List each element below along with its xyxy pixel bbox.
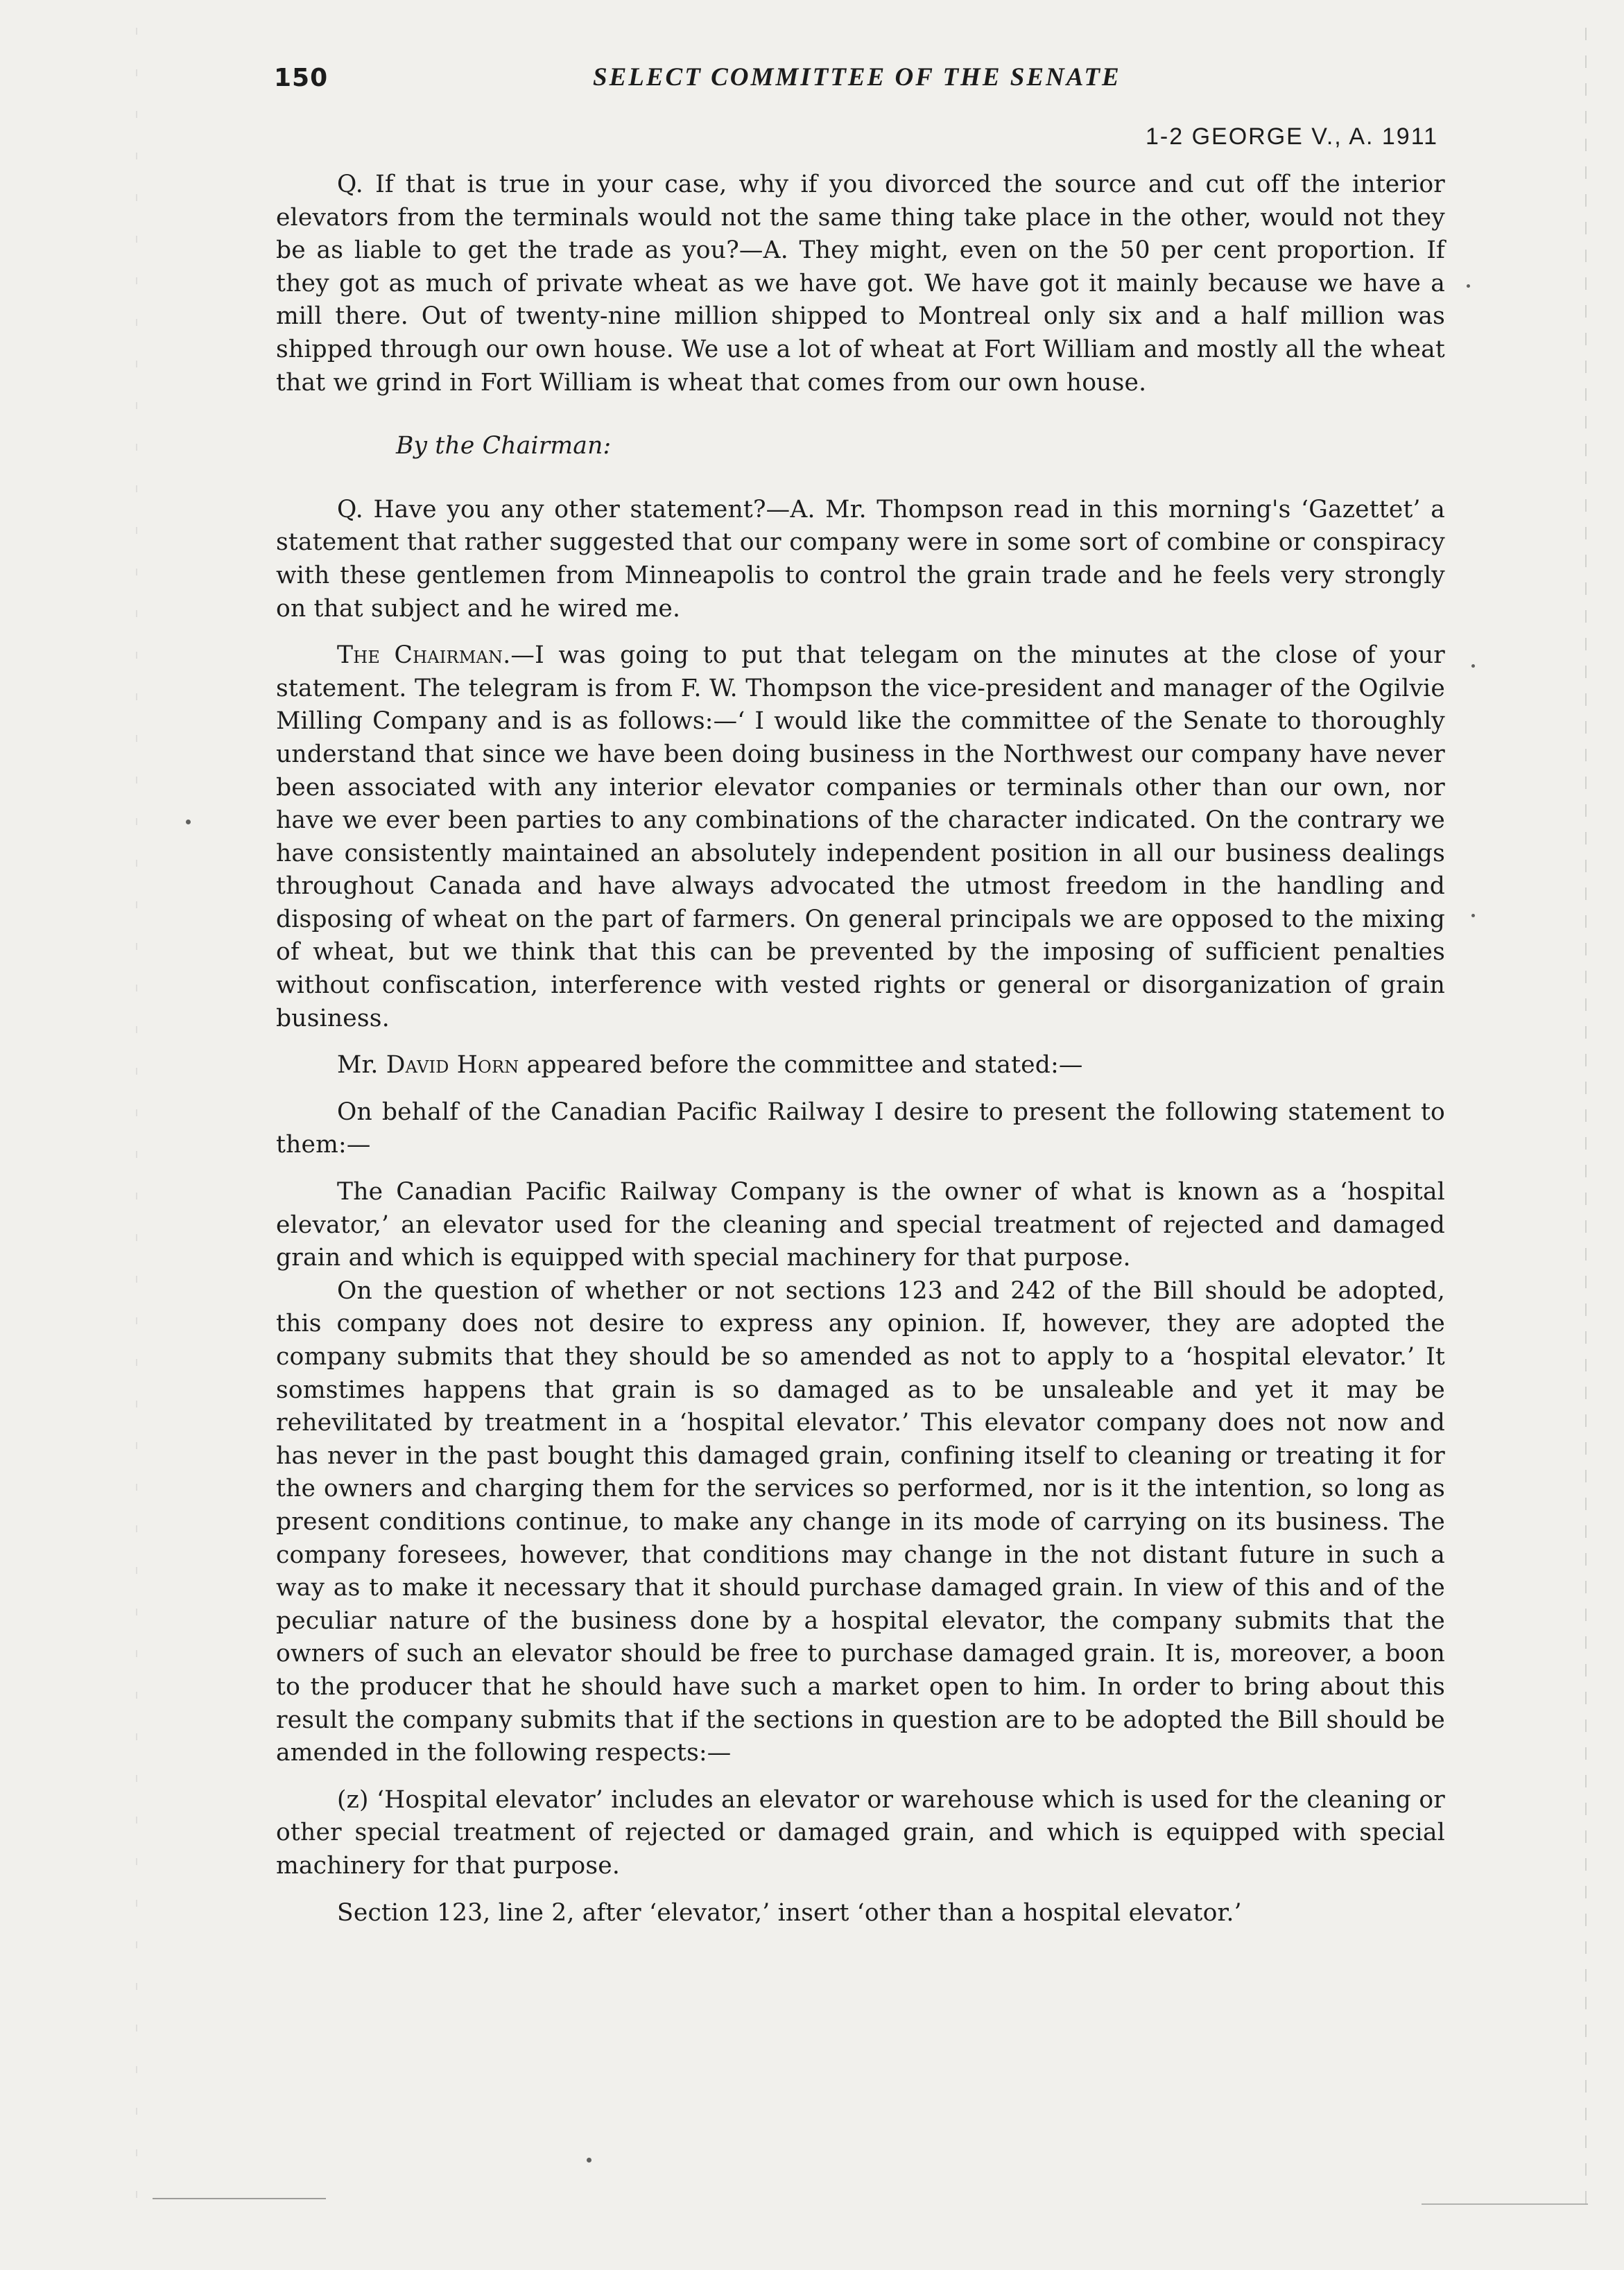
paragraph-section-123-amendment: Section 123, line 2, after ‘elevator,’ insert ‘other than a hospital elevator.’ xyxy=(337,1898,1242,1927)
scan-speck xyxy=(1467,284,1470,288)
paragraph-q-divorced-source: Q. If that is true in your case, why if you divorced the source and cut off the interior elevators from the terminals would not the same thing take place in the other, would not they be as liable to get the trade as you?—A. They might, even on the 50 per cent proportion. If they got as much of private wheat as we have got. We have got it mainly because we have a mill there. Out of twenty-nine million shipped to Montreal only six and a half million was shipped through our own house. We use a lot of wheat at Fort William and mostly all the wheat that we grind in Fort William is wheat that comes from our own house. xyxy=(276,171,1445,397)
paragraph-chairman-telegram xyxy=(276,639,1445,1035)
paragraph-q-other-statement: Q. Have you any other statement?—A. Mr. Thompson read in this morning's ‘Gazettet’ a statement that rather suggested that our company were in some sort of combine or conspiracy with these gentlemen from Minneapolis to control the grain trade and he feels very strongly on that subject and he wired me. xyxy=(276,495,1445,623)
speaker-chairman: The Chairman. xyxy=(337,641,511,670)
footer-rule-right xyxy=(1422,2203,1588,2205)
david-horn-appeared-text: appeared before the committee and stated:— xyxy=(519,1051,1083,1080)
scan-speck xyxy=(587,2158,591,2163)
scan-speck xyxy=(1471,664,1475,668)
paragraph-david-horn-appeared xyxy=(276,1049,1445,1082)
paragraph-hospital-elevator-owner: The Canadian Pacific Railway Company is the owner of what is known as a ‘hospital elevator,’ an elevator used for the cleaning and special treatment of rejected and damaged grain and which is equipped with special machinery for that purpose. xyxy=(276,1178,1445,1272)
right-margin-scan-line xyxy=(1585,28,1587,2219)
scan-speck xyxy=(186,820,191,824)
paragraph-definition-hospital-elevator: (z) ‘Hospital elevator’ includes an elevator or warehouse which is used for the cleaning or other special treatment of rejected or damaged grain, and which is equipped with special machinery for that purpose. xyxy=(276,1785,1445,1880)
body-text xyxy=(276,168,1445,1930)
footer-rule-left xyxy=(153,2198,326,2199)
scan-speck xyxy=(1471,914,1475,917)
speaker-prefix: Mr. xyxy=(337,1051,386,1080)
regnal-year: 1-2 GEORGE V., A. 1911 xyxy=(1146,123,1438,150)
running-title: SELECT COMMITTEE OF THE SENATE xyxy=(593,63,1121,92)
paragraph-cpr-behalf: On behalf of the Canadian Pacific Railway I desire to present the following statement to them:— xyxy=(276,1098,1445,1159)
page-number: 150 xyxy=(274,64,329,92)
speaker-david-horn: David Horn xyxy=(386,1051,519,1080)
paragraph-sections-123-242: On the question of whether or not sections 123 and 242 of the Bill should be adopted, this company does not desire to express any opinion. If, however, they are adopted the company submits that they should be so amended as not to apply to a ‘hospital elevator.’ It somstimes happens that grain is so damaged as to be unsaleable and yet it may be rehevilitated by treatment in a ‘hospital elevator.’ This elevator company does not now and has never in the past bought this damaged grain, confining itself to cleaning or treating it for the owners and charging them for the services so performed, nor is it the intention, so long as present conditions continue, to make any change in its mode of carrying on its business. The company foresees, however, that conditions may change in the not distant future in such a way as to make it necessary that it should purchase damaged grain. In view of this and of the peculiar nature of the business done by a hospital elevator, the company submits that the owners of such an elevator should be free to purchase damaged grain. It is, moreover, a boon to the producer that he should have such a market open to him. In order to bring about this result the company submits that if the sections in question are to be adopted the Bill should be amended in the following respects:— xyxy=(276,1276,1445,1767)
left-margin-scan-line xyxy=(136,28,137,2233)
subheading-by-chairman: By the Chairman: xyxy=(396,432,612,460)
chairman-telegram-text: —I was going to put that telegam on the minutes at the close of your statement. The telegram is from F. W. Thompson the vice-president and manager of the Ogilvie Milling Company and is as follows:—‘ I would like the committee of the Senate to thoroughly understand that since we have been doing business in the Northwest our company have never been associated with any interior elevator companies or terminals other than our own, nor have we ever been parties to any combinations of the character indicated. On the contrary we have consistently maintained an absolutely independent position in all our business dealings throughout Canada and have always advocated the utmost freedom in the handling and disposing of wheat on the part of farmers. On general principals we are opposed to the mixing of wheat, but we think that this can be prevented by the imposing of sufficient penalties without confiscation, interference with vested rights or general or disorganization of grain business. xyxy=(276,641,1445,1032)
